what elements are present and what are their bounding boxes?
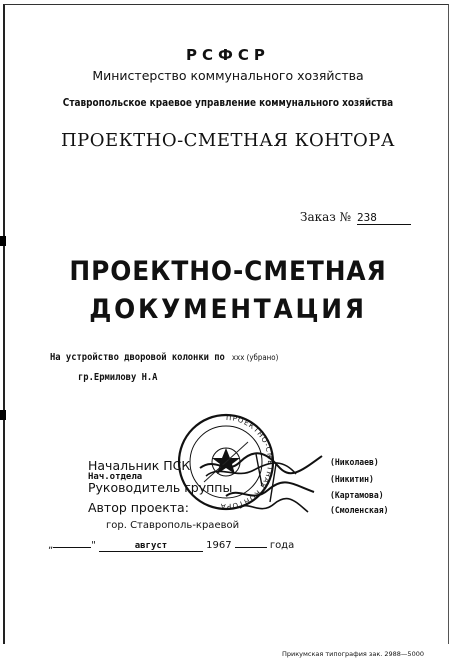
role-head: Начальник ПСК <box>88 458 191 473</box>
quote-close: " <box>91 540 96 551</box>
quote-open: „ <box>48 540 54 551</box>
signer-name: (Никитин) <box>330 475 374 485</box>
stamp-text: ПРОЕКТНО-СМЕТНАЯ КОНТОРА <box>219 413 275 511</box>
role-dept-head: Нач.отдела <box>88 472 143 482</box>
city-line: гор. Ставрополь-краевой <box>106 520 240 531</box>
order-number-line <box>300 210 411 225</box>
date-month: август <box>99 541 203 552</box>
subject-text: На устройство дворовой колонки по <box>50 352 225 363</box>
bureau-name: ПРОЕКТНО-СМЕТНАЯ КОНТОРА <box>60 130 395 151</box>
date-line <box>48 540 294 552</box>
country-title: РСФСР <box>186 46 270 64</box>
subject-line1 <box>50 352 278 363</box>
role-author: Автор проекта: <box>88 500 189 515</box>
signer-name: (Смоленская) <box>330 506 389 516</box>
date-day <box>53 547 91 548</box>
date-year-underline <box>235 547 267 548</box>
document-title-line1: ПРОЕКТНО-СМЕТНАЯ <box>69 256 387 287</box>
regional-office: Ставропольское краевое управление коммунального хозяйства <box>62 96 394 109</box>
role-group-lead: Руководитель группы <box>88 480 233 495</box>
order-label: Заказ № <box>300 210 351 224</box>
signer-name: (Николаев) <box>330 458 379 468</box>
document-title-line2: ДОКУМЕНТАЦИЯ <box>89 294 367 325</box>
binding-hole <box>0 410 6 420</box>
handwritten-signatures <box>196 446 326 522</box>
subject-line2: гр.Ермилову Н.А <box>78 372 158 383</box>
signer-name: (Картамова) <box>330 491 384 501</box>
ministry-name: Министерство коммунального хозяйства <box>92 68 364 83</box>
redacted-note: xxx (убрано) <box>231 353 279 362</box>
order-number: 238 <box>357 211 411 225</box>
binding-hole <box>0 236 6 246</box>
date-suffix: года <box>269 540 295 551</box>
printer-imprint: Прикумская типография зак. 2988—5000 <box>282 650 424 658</box>
date-year: 1967 <box>206 540 232 551</box>
